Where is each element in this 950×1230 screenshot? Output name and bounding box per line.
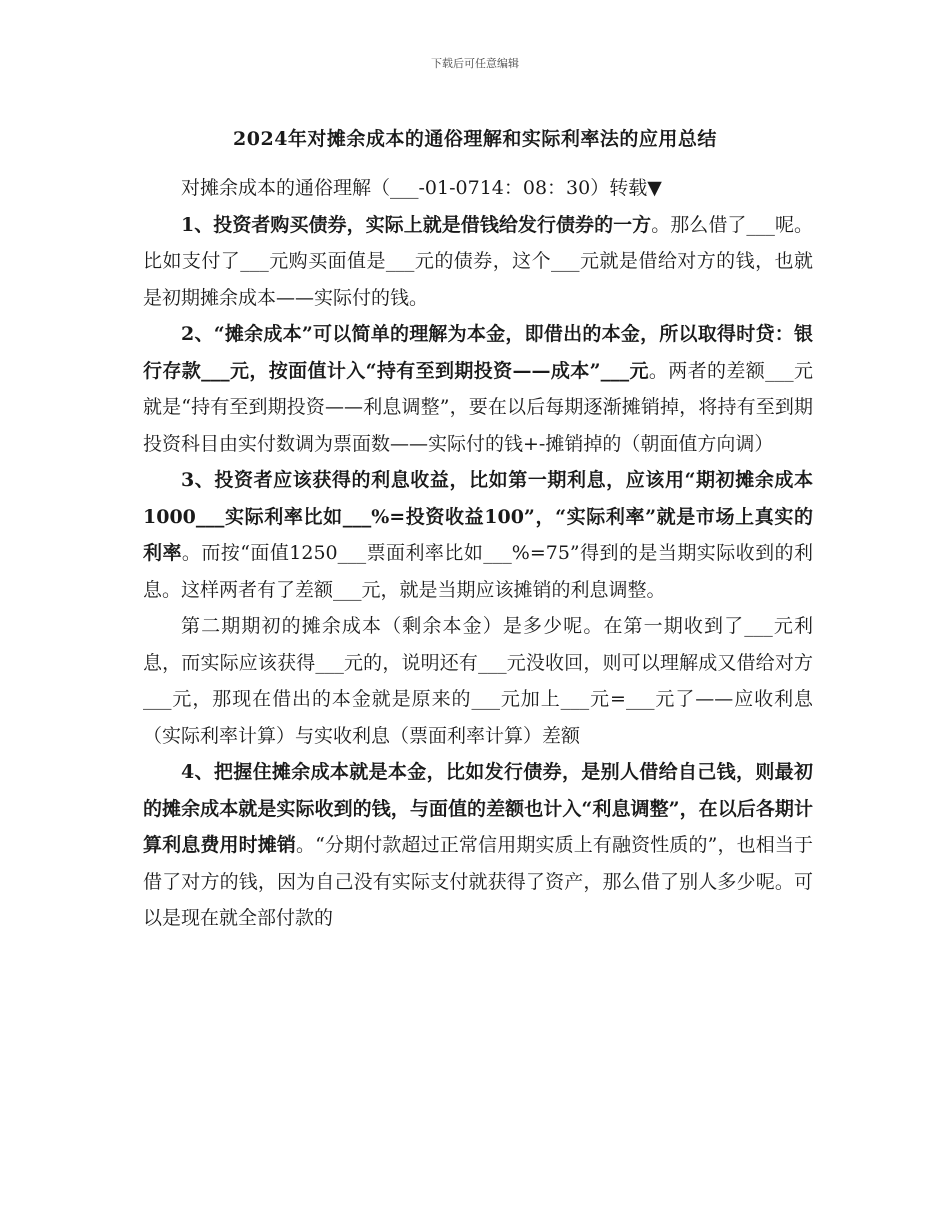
document-body bbox=[143, 170, 813, 937]
document-title: 2024年对摊余成本的通俗理解和实际利率法的应用总结 bbox=[233, 128, 717, 150]
paragraph-5 bbox=[143, 754, 813, 937]
paragraph-2-bold: 2、“摊余成本”可以简单的理解为本金，即借出的本金，所以取得时贷：银行存款___元，按面值计入“持有至到期投资——成本”___元 bbox=[143, 323, 813, 382]
paragraph-5-text: 。“分期付款超过正常信用期实质上有融资性质的”，也相当于借了对方的钱，因为自己没有实际支付就获得了资产，那么借了别人多少呢。可以是现在就全部付款的 bbox=[143, 834, 813, 929]
paragraph-3-bold: 3、投资者应该获得的利息收益，比如第一期利息，应该用“期初摊余成本1000___实际利率比如___%=投资收益100”，“实际利率”就是市场上真实的利率 bbox=[143, 469, 813, 564]
paragraph-3 bbox=[143, 462, 813, 608]
paragraph-1-text: 。那么借了___呢。比如支付了___元购买面值是___元的债券，这个___元就是借给对方的钱，也就是初期摊余成本——实际付的钱。 bbox=[143, 213, 813, 309]
paragraph-1-bold: 1、投资者购买债券，实际上就是借钱给发行债券的一方 bbox=[181, 213, 652, 236]
page-header-note: 下载后可任意编辑 bbox=[431, 57, 519, 70]
paragraph-5-bold: 4、把握住摊余成本就是本金，比如发行债券，是别人借给自己钱，则最初的摊余成本就是实际收到的钱，与面值的差额也计入“利息调整”，在以后各期计算利息费用时摊销 bbox=[143, 761, 813, 856]
paragraph-1 bbox=[143, 207, 813, 317]
paragraph-2 bbox=[143, 316, 813, 462]
paragraph-3-text: 。而按“面值1250___票面利率比如___%=75”得到的是当期实际收到的利息。这样两者有了差额___元，就是当期应该摊销的利息调整。 bbox=[143, 542, 813, 601]
paragraph-4: 第二期期初的摊余成本（剩余本金）是多少呢。在第一期收到了___元利息，而实际应该获得___元的，说明还有___元没收回，则可以理解成又借给对方___元，那现在借出的本金就是原来的___元加上___元=___元了——应收利息（实际利率计算）与实收利息（票面利率计算）差额 bbox=[143, 615, 813, 747]
paragraph-2-text: 。两者的差额___元就是“持有至到期投资——利息调整”，要在以后每期逐渐摊销掉，将持有至到期投资科目由实付数调为票面数——实际付的钱+-摊销掉的（朝面值方向调） bbox=[143, 359, 813, 455]
intro-paragraph: 对摊余成本的通俗理解（___-01-0714：08：30）转载▼ bbox=[181, 177, 662, 199]
